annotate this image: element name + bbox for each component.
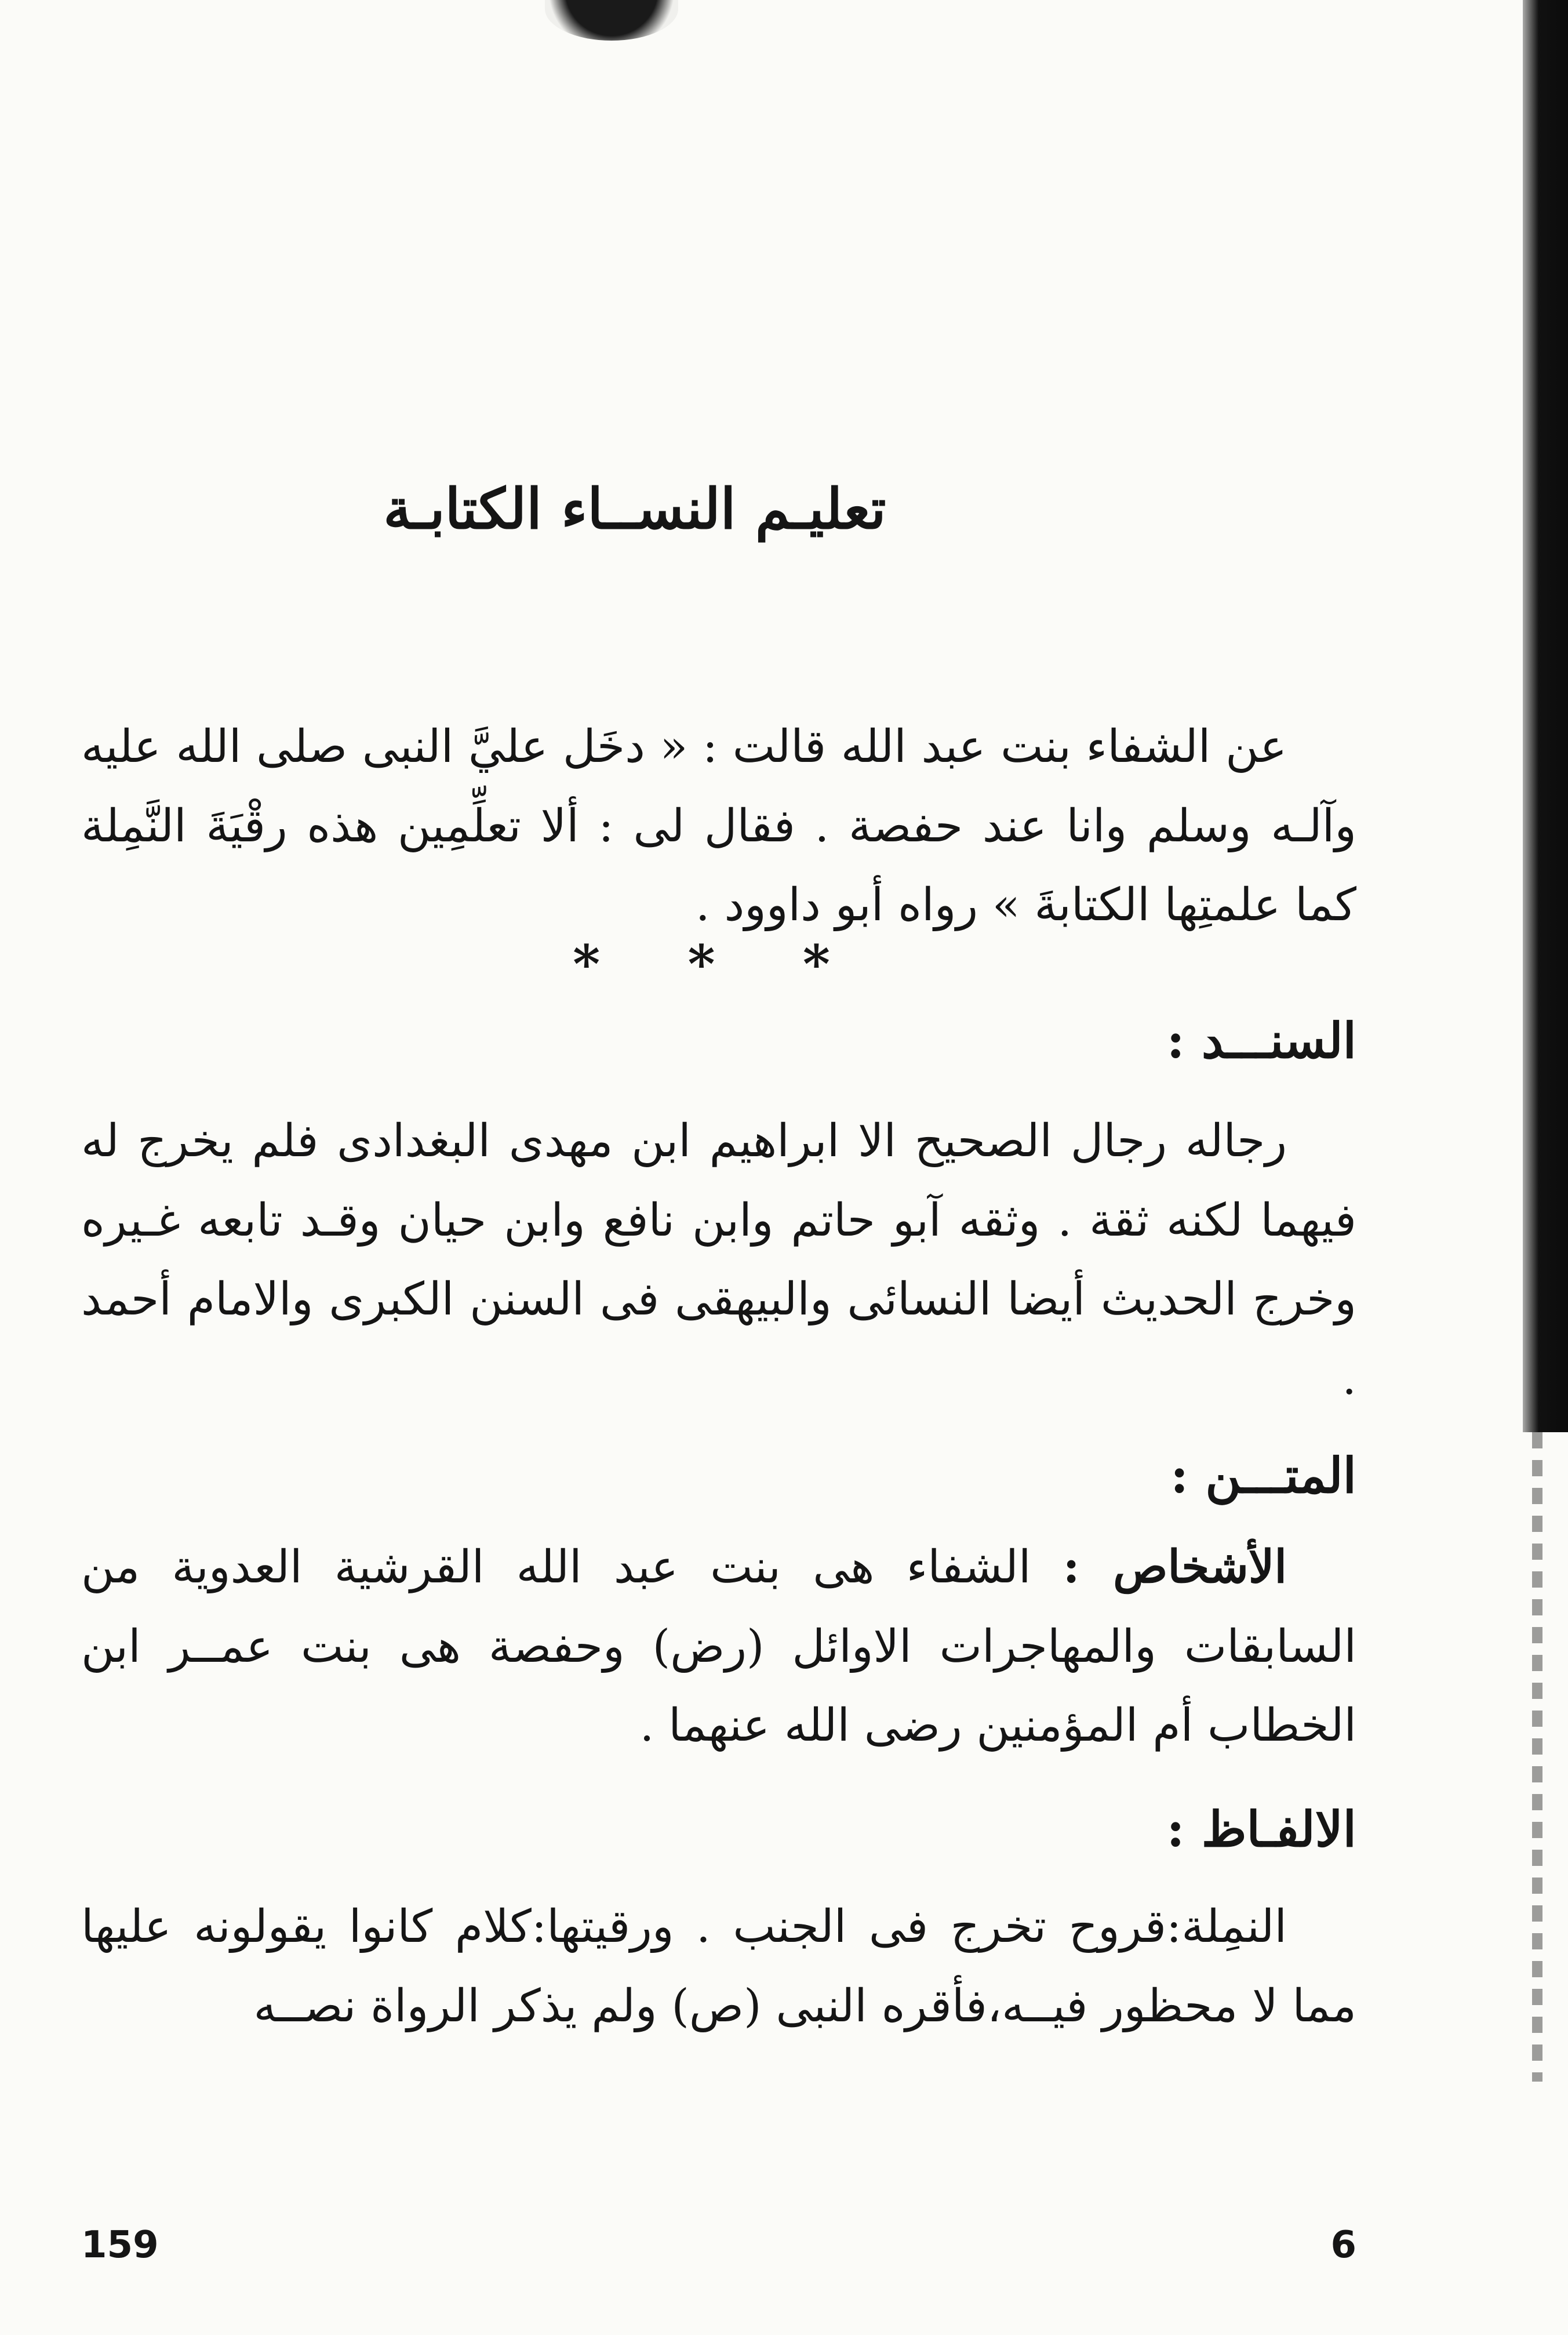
sanad-paragraph: رجاله رجال الصحيح الا ابراهيم ابن مهدى البغدادى فلم يخرج له فيهما لكنه ثقة . وثقه آبو حاتم وابن نافع وابن حيان وقـد تابعه غـيره وخرج الحديث أيضا النسائى والبيهقى فى السنن الكبرى والامام أحمد . [81,1115,1356,1405]
matn-heading: المتـــن : [1170,1447,1356,1504]
persons-label: الأشخاص : [1063,1541,1287,1593]
persons-text: الشفاء هى بنت عبد الله القرشية العدوية من السابقات والمهاجرات الاوائل (رض) وحفصة هى بنت عمــر ابن الخطاب أم المؤمنين رضى الله عنهما . [81,1541,1356,1752]
document-page [81,0,1356,2335]
scan-dark-edge [1523,0,1568,1432]
page-number: 159 [81,2224,159,2267]
page-title: تعليـم النســاء الكتابـة [383,476,886,542]
hadith-paragraph: عن الشفاء بنت عبد الله قالت : « دخَل عليَّ النبى صلى الله عليه وآلـه وسلم وانا عند حفصة . فقال لى : ألا تعلِّمِين هذه رقْيَةَ النَّمِلة كما علمتِها الكتابةَ » رواه أبو داوود . [81,721,1356,931]
scan-edge-marks [1532,1432,1542,2082]
persons-paragraph [81,1528,1356,1766]
section-separator: * * * [573,934,865,995]
section-number: 6 [1330,2224,1356,2267]
sanad-heading: السنـــد : [1166,1012,1356,1069]
alfaz-paragraph: النمِلة:قروح تخرج فى الجنب . ورقيتها:كلام كانوا يقولونه عليها مما لا محظور فيــه،فأقره النبى (ص) ولم يذكر الرواة نصــه [81,1901,1356,2032]
alfaz-heading: الالفـاظ : [1166,1800,1356,1858]
